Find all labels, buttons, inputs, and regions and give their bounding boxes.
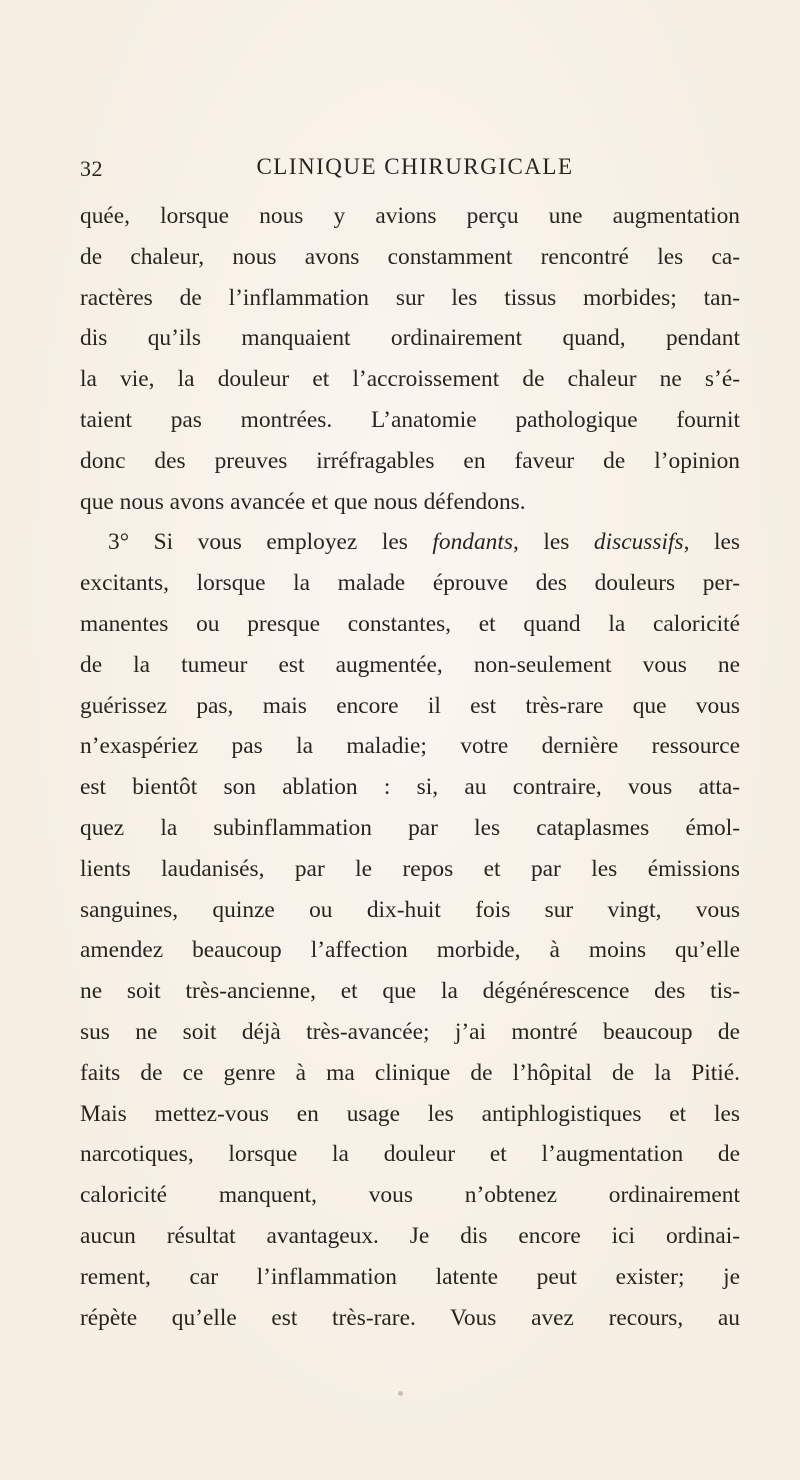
text-line: dis qu’ils manquaient ordinairement quand, pendant — [80, 325, 740, 352]
text-line: lients laudanisés, par le repos et par les émissions — [80, 855, 740, 882]
text-line: taient pas montrées. L’anatomie pathologique fournit — [80, 406, 740, 433]
text-line: manentes ou presque constantes, et quand la caloricité — [80, 610, 740, 637]
text-line: narcotiques, lorsque la douleur et l’augmentation de — [80, 1141, 740, 1168]
text-line: faits de ce genre à ma clinique de l’hôpital de la Pitié. — [80, 1059, 740, 1086]
text-line: ractères de l’inflammation sur les tissus morbides; tan- — [80, 284, 740, 311]
text-line: amendez beaucoup l’affection morbide, à moins qu’elle — [80, 937, 740, 964]
text-line — [80, 522, 740, 563]
text-line: rement, car l’inflammation latente peut exister; je — [80, 1263, 740, 1290]
text-line: la vie, la douleur et l’accroissement de chaleur ne s’é- — [80, 366, 740, 393]
text-line: aucun résultat avantageux. Je dis encore ici ordinai- — [80, 1222, 740, 1249]
text-line: répète qu’elle est très-rare. Vous avez recours, au — [80, 1304, 740, 1331]
text-segment: 3° Si vous employez les — [108, 529, 433, 556]
paragraph-2 — [80, 522, 740, 1338]
text-line: est bientôt son ablation : si, au contraire, vous atta- — [80, 774, 740, 801]
text-line: donc des preuves irréfragables en faveur de l’opinion — [80, 447, 740, 474]
paper-speck — [398, 1391, 403, 1396]
text-segment: , les — [683, 529, 740, 556]
text-segment: , les — [512, 529, 594, 556]
text-line: guérissez pas, mais encore il est très-rare que vous — [80, 692, 740, 719]
text-line: quez la subinflammation par les cataplasmes émol- — [80, 814, 740, 841]
text-line: caloricité manquent, vous n’obtenez ordinairement — [80, 1182, 740, 1209]
text-line: excitants, lorsque la malade éprouve des douleurs per- — [80, 570, 740, 597]
page-header — [80, 150, 740, 190]
paragraph-1 — [80, 196, 740, 522]
text-line: quée, lorsque nous y avions perçu une augmentation — [80, 203, 740, 229]
body-text — [80, 196, 740, 1338]
text-line: de la tumeur est augmentée, non-seulement vous ne — [80, 651, 740, 678]
text-line: Mais mettez-vous en usage les antiphlogistiques et les — [80, 1100, 740, 1127]
running-head: CLINIQUE CHIRURGICALE — [256, 154, 574, 179]
italic-term-discussifs: discussifs — [593, 529, 684, 556]
text-line: sanguines, quinze ou dix-huit fois sur vingt, vous — [80, 896, 740, 923]
text-line: ne soit très-ancienne, et que la dégénérescence des tis- — [80, 978, 740, 1005]
italic-term-fondants: fondants — [432, 529, 513, 556]
text-line: de chaleur, nous avons constamment rencontré les ca- — [80, 243, 740, 270]
page-number: 32 — [80, 156, 103, 181]
text-line: sus ne soit déjà très-avancée; j’ai montré beaucoup de — [80, 1018, 740, 1045]
text-line: n’exaspériez pas la maladie; votre dernière ressource — [80, 733, 740, 760]
text-line: que nous avons avancée et que nous défendons. — [80, 488, 526, 515]
